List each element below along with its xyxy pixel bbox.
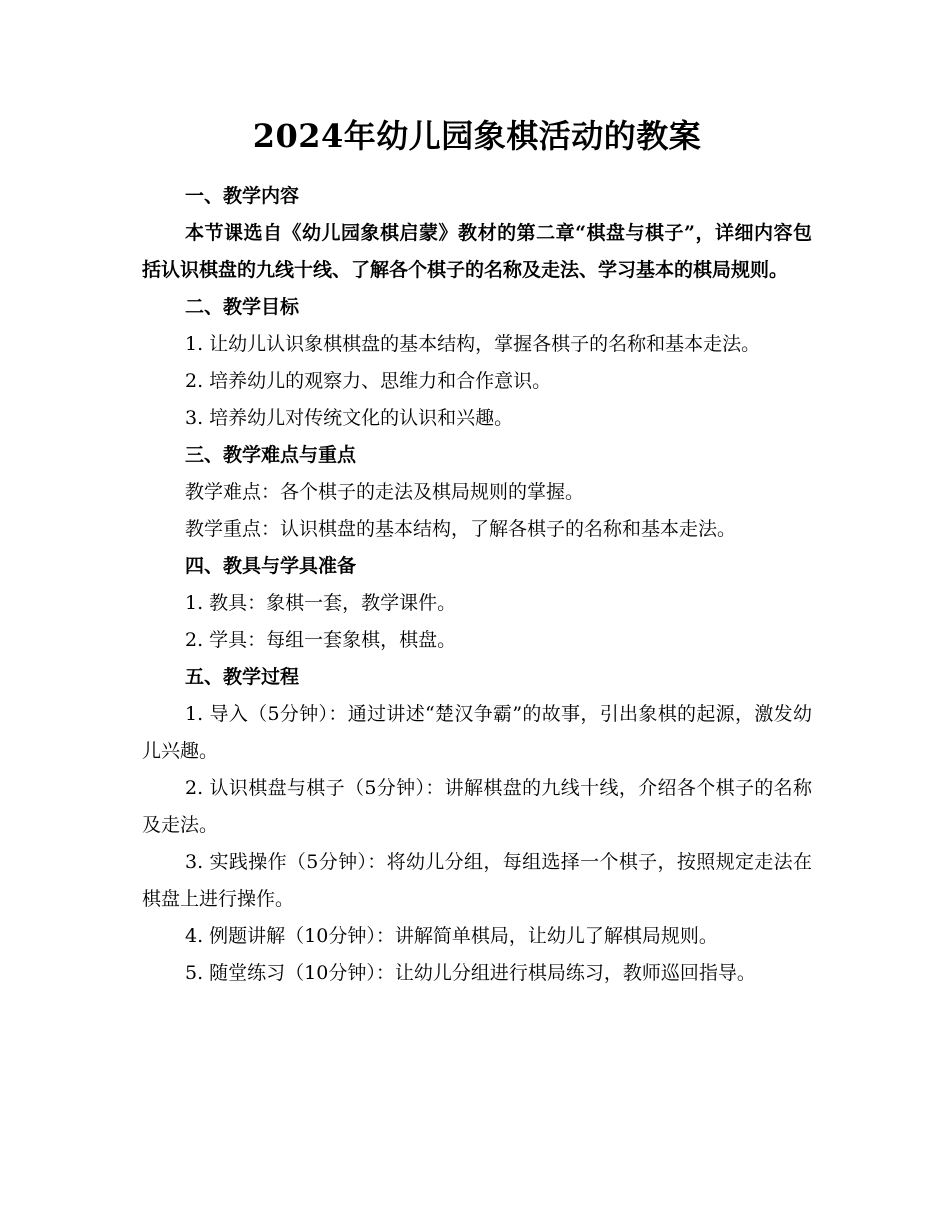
section-heading-content: 一、教学内容 <box>185 185 300 207</box>
document-title: 2024年幼儿园象棋活动的教案 <box>252 117 702 155</box>
material-item-2: 2. 学具：每组一套象棋，棋盘。 <box>185 629 457 651</box>
section-heading-difficulties: 三、教学难点与重点 <box>185 444 357 466</box>
objective-item-1: 1. 让幼儿认识象棋棋盘的基本结构，掌握各棋子的名称和基本走法。 <box>185 333 761 355</box>
material-item-1: 1. 教具：象棋一套，教学课件。 <box>185 592 457 614</box>
process-step-5: 5. 随堂练习（10分钟）：让幼儿分组进行棋局练习，教师巡回指导。 <box>185 962 756 984</box>
section-content-paragraph: 本节课选自《幼儿园象棋启蒙》教材的第二章“棋盘与棋子”，详细内容包括认识棋盘的九线十线、了解各个棋子的名称及走法、学习基本的棋局规则。 <box>142 222 812 281</box>
process-step-4: 4. 例题讲解（10分钟）：讲解简单棋局，让幼儿了解棋局规则。 <box>185 925 718 947</box>
teaching-key-point-text: 教学重点：认识棋盘的基本结构，了解各棋子的名称和基本走法。 <box>185 518 737 540</box>
process-step-2: 2. 认识棋盘与棋子（5分钟）：讲解棋盘的九线十线，介绍各个棋子的名称及走法。 <box>142 777 812 836</box>
objective-item-2: 2. 培养幼儿的观察力、思维力和合作意识。 <box>185 370 552 392</box>
document-page <box>142 108 812 992</box>
objective-item-3: 3. 培养幼儿对传统文化的认识和兴趣。 <box>185 407 514 429</box>
process-step-1: 1. 导入（5分钟）：通过讲述“楚汉争霸”的故事，引出象棋的起源，激发幼儿兴趣。 <box>142 703 812 762</box>
process-step-3: 3. 实践操作（5分钟）：将幼儿分组，每组选择一个棋子，按照规定走法在棋盘上进行操作。 <box>142 851 812 910</box>
section-heading-process: 五、教学过程 <box>185 666 300 688</box>
teaching-difficulty-text: 教学难点：各个棋子的走法及棋局规则的掌握。 <box>185 481 585 503</box>
section-heading-objectives: 二、教学目标 <box>185 296 300 318</box>
section-heading-materials: 四、教具与学具准备 <box>185 555 357 577</box>
